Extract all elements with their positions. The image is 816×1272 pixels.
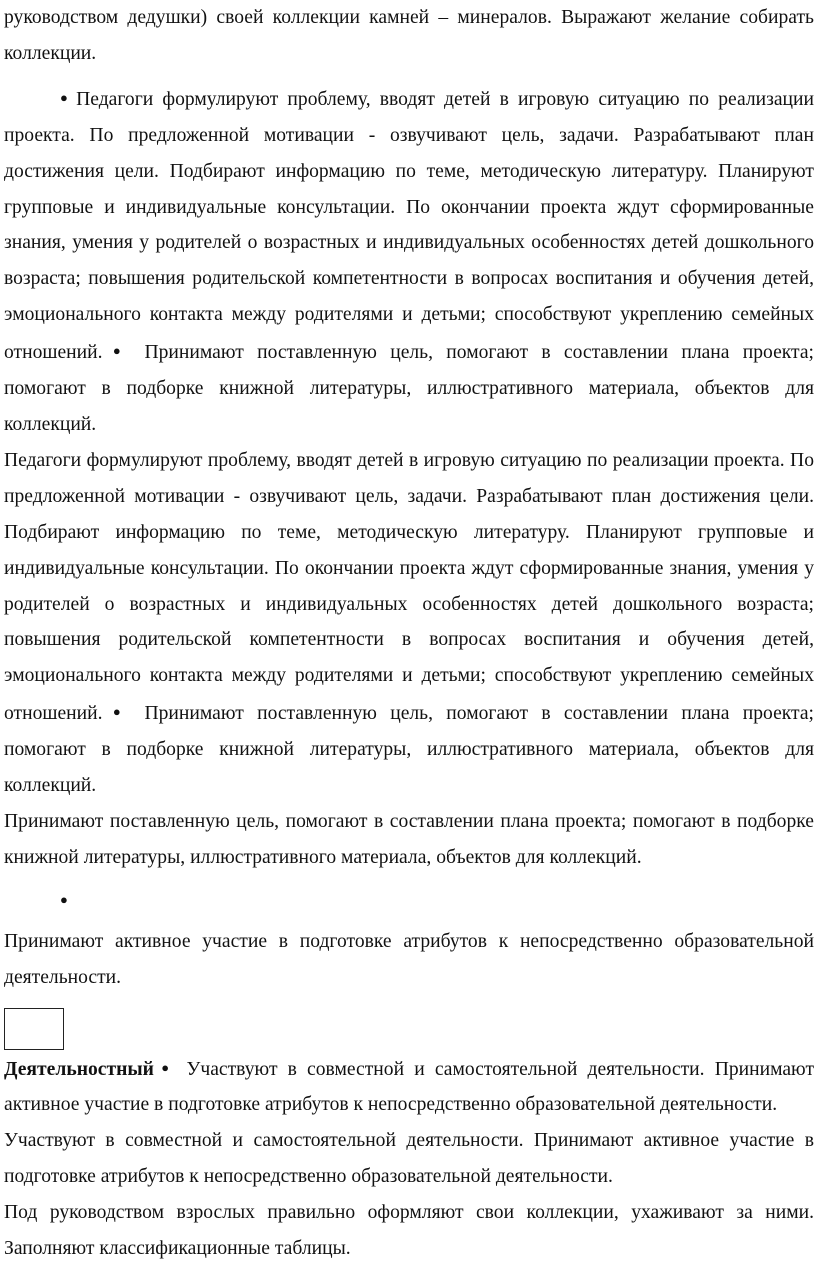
paragraph-2	[0, 80, 816, 443]
bullet-icon: ●	[60, 891, 68, 907]
spacer	[0, 72, 816, 80]
bullet-icon: ●	[104, 704, 130, 720]
paragraph-3-tail: Принимают поставленную цель, помогают в составлении плана проекта; помогают в подборке книжной литературы, иллюстративного материала, объектов для коллекций.	[4, 703, 814, 797]
paragraph-6-label: Деятельностный	[4, 1058, 154, 1080]
paragraph-6	[0, 1050, 816, 1124]
paragraph-8: Под руководством взрослых правильно оформляют свои коллекции, ухаживают за ними. Заполняют классификационные таблицы.	[4, 1202, 814, 1260]
paragraph-5: Принимают активное участие в подготовке атрибутов к непосредственно образовательной деятельности.	[4, 930, 814, 988]
paragraph-3	[0, 443, 816, 804]
bullet-icon: ●	[104, 343, 130, 359]
bullet-icon: ●	[60, 89, 73, 105]
paragraph-3-text: Педагоги формулируют проблему, вводят детей в игровую ситуацию по реализации проекта. По предложенной мотивации - озвучивают цель, задачи. Разрабатывают план достижения цели. Подбирают информацию по теме, методическую литературу. Планируют групповые и индивидуальные консультации. По окончании проекта ждут сформированные знания, умения у родителей о возрастных и индивидуальных особенностях детей дошкольного возраста; повышения родительской компетентности в вопросах воспитания и обучения детей, эмоционального контакта между родителями и детьми; способствуют укреплению семейных отношений.	[4, 449, 814, 725]
bullet-icon: ●	[155, 1059, 175, 1075]
paragraph-1: руководством дедушки) своей коллекции камней – минералов. Выражают желание собирать коллекции.	[4, 7, 814, 64]
paragraph-6-text: Участвуют в совместной и самостоятельной деятельности. Принимают активное участие в подготовке атрибутов к непосредственно образовательной деятельности.	[4, 1058, 815, 1116]
paragraph-2-tail: Принимают поставленную цель, помогают в составлении плана проекта; помогают в подборке книжной литературы, иллюстративного материала, объектов для коллекций.	[4, 342, 814, 435]
paragraph-7: Участвуют в совместной и самостоятельной деятельности. Принимают активное участие в подготовке атрибутов к непосредственно образовательной деятельности.	[4, 1130, 814, 1188]
paragraph-2-text: Педагоги формулируют проблему, вводят детей в игровую ситуацию по реализации проекта. По предложенной мотивации - озвучивают цель, задачи. Разрабатывают план достижения цели. Подбирают информацию по теме, методическую литературу. Планируют групповые и индивидуальные консультации. По окончании проекта ждут сформированные знания, умения у родителей о возрастных и индивидуальных особенностях детей дошкольного возраста; повышения родительской компетентности в вопросах воспитания и обучения детей, эмоционального контакта между родителями и детьми; способствуют укреплению семейных отношений.	[4, 88, 815, 364]
paragraph-4: Принимают поставленную цель, помогают в составлении плана проекта; помогают в подборке книжной литературы, иллюстративного материала, объектов для коллекций.	[4, 810, 814, 868]
table-cell-box	[4, 1008, 64, 1050]
